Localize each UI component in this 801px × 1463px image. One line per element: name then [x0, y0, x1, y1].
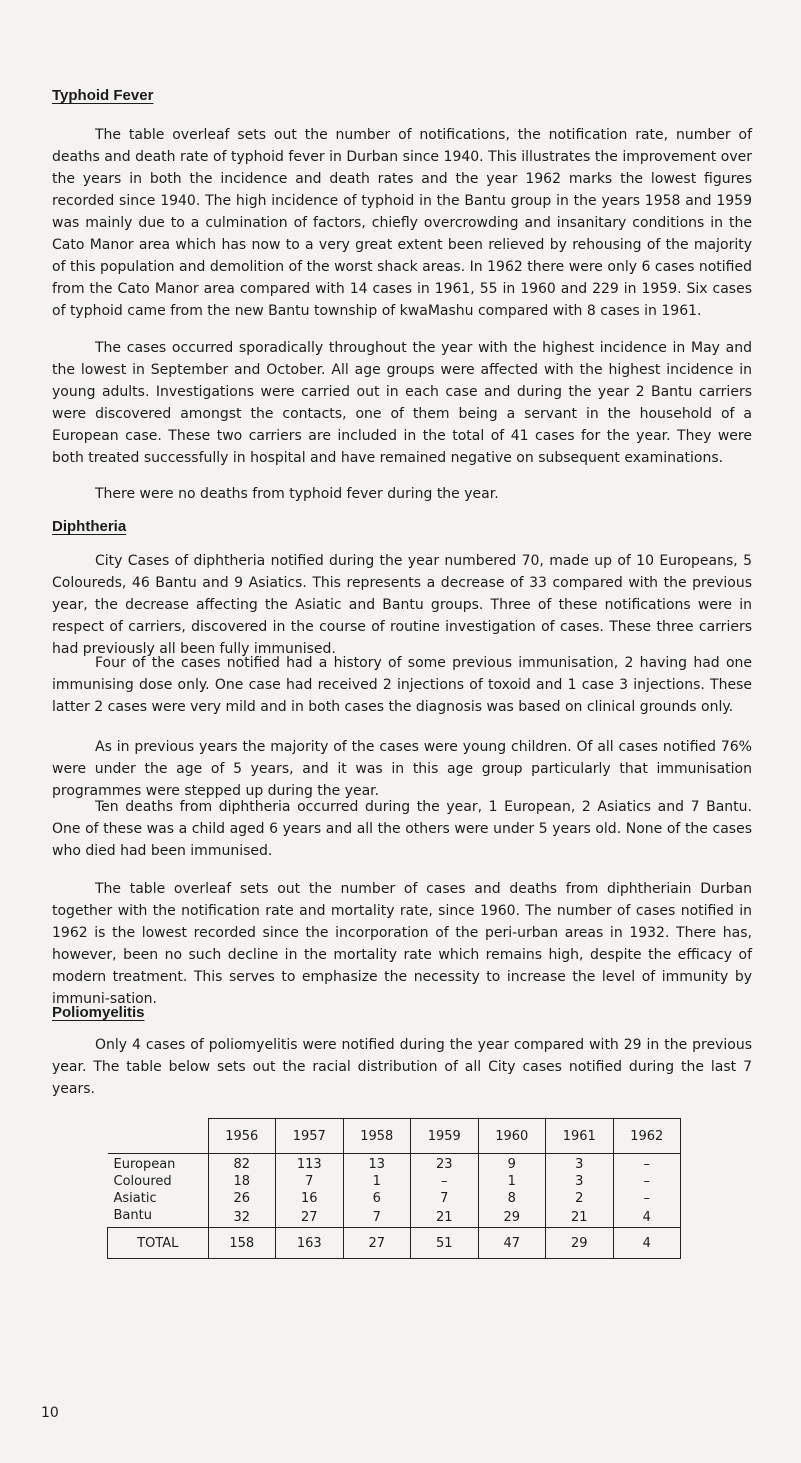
typhoid-paragraph-1: The table overleaf sets out the number of notifications, the notification rate, number of deaths and death rate of typhoid fever in Durban since 1940. This illustrates the improvement over the years in both the incidence and death rates and the year 1962 marks the lowest figures recorded since 1940. The high incidence of typhoid in the Bantu group in the years 1958 and 1959 was mainly due to a culmination of factors, chiefly overcrowding and insanitary conditions in the Cato Manor area which has now to a very great extent been relieved by rehousing of the majority of this population and demolition of the worst shack areas. In 1962 there were only 6 cases notified from the Cato Manor area compared with 14 cases in 1961, 55 in 1960 and 229 in 1959. Six cases of typhoid came from the new Bantu township of kwaMashu compared with 8 cases in 1961. [52, 127, 752, 319]
table-cell: 9 [478, 1154, 546, 1174]
table-cell: 16 [276, 1190, 344, 1207]
table-cell: 2 [546, 1190, 614, 1207]
diphtheria-paragraph-3: As in previous years the majority of the cases were young children. Of all cases notified 76% were under the age of 5 years, and it was in this age group particularly that immunisation programmes were stepped up during the year. [52, 739, 752, 799]
table-cell: 18 [208, 1173, 276, 1190]
table-row [108, 1173, 681, 1190]
table-cell: 1 [478, 1173, 546, 1190]
table-cell: 1 [343, 1173, 411, 1190]
page-number: 10 [41, 1405, 59, 1421]
table-cell: 21 [546, 1207, 614, 1228]
table-cell: – [613, 1190, 681, 1207]
table-cell: 4 [613, 1207, 681, 1228]
typhoid-paragraph-3: There were no deaths from typhoid fever during the year. [95, 486, 499, 502]
table-cell: 21 [411, 1207, 479, 1228]
diphtheria-paragraph-5: The table overleaf sets out the number of cases and deaths from diphtheriain Durban together with the notification rate and mortality rate, since 1960. The number of cases notified in 1962 is the lowest recorded since the incorporation of the peri-urban areas in 1932. There has, however, been no such decline in the mortality rate which remains high, despite the efficacy of modern treatment. This serves to emphasize the necessity to increase the level of immunity by immuni-sation. [52, 881, 752, 1007]
table-cell: 7 [276, 1173, 344, 1190]
table-cell: 3 [546, 1154, 614, 1174]
table-corner [108, 1119, 209, 1154]
typhoid-heading: Typhoid Fever [52, 87, 154, 104]
year-header: 1960 [478, 1119, 546, 1154]
poliomyelitis-table [107, 1118, 681, 1259]
year-header: 1957 [276, 1119, 344, 1154]
table-row [108, 1190, 681, 1207]
total-cell: 163 [276, 1228, 344, 1259]
table-row [108, 1154, 681, 1174]
poliomyelitis-paragraph-1: Only 4 cases of poliomyelitis were notified during the year compared with 29 in the previous year. The table below sets out the racial distribution of all City cases notified during the last 7 years. [52, 1037, 752, 1097]
year-header: 1961 [546, 1119, 614, 1154]
diphtheria-paragraph-4: Ten deaths from diphtheria occurred during the year, 1 European, 2 Asiatics and 7 Bantu. One of these was a child aged 6 years and all the others were under 5 years old. None of the cases who died had been immunised. [52, 799, 752, 859]
year-header: 1959 [411, 1119, 479, 1154]
total-cell: 158 [208, 1228, 276, 1259]
table-cell: – [411, 1173, 479, 1190]
table-cell: 13 [343, 1154, 411, 1174]
table-cell: 8 [478, 1190, 546, 1207]
diphtheria-paragraph-2: Four of the cases notified had a history of some previous immunisation, 2 having had one immunising dose only. One case had received 2 injections of toxoid and 1 case 3 injections. These latter 2 cases were very mild and in both cases the diagnosis was based on clinical grounds only. [52, 655, 752, 715]
table-header-row [108, 1119, 681, 1154]
table-cell: – [613, 1173, 681, 1190]
total-label: TOTAL [108, 1228, 209, 1259]
poliomyelitis-heading: Poliomyelitis [52, 1004, 145, 1021]
total-cell: 29 [546, 1228, 614, 1259]
year-header: 1962 [613, 1119, 681, 1154]
row-label: European [108, 1154, 209, 1174]
year-header: 1956 [208, 1119, 276, 1154]
table-cell: – [613, 1154, 681, 1174]
table-cell: 3 [546, 1173, 614, 1190]
table-cell: 6 [343, 1190, 411, 1207]
table-cell: 32 [208, 1207, 276, 1228]
table-cell: 7 [343, 1207, 411, 1228]
table-cell: 113 [276, 1154, 344, 1174]
total-cell: 51 [411, 1228, 479, 1259]
table-cell: 82 [208, 1154, 276, 1174]
total-cell: 27 [343, 1228, 411, 1259]
total-cell: 4 [613, 1228, 681, 1259]
year-header: 1958 [343, 1119, 411, 1154]
total-cell: 47 [478, 1228, 546, 1259]
diphtheria-heading: Diphtheria [52, 518, 127, 535]
total-row [108, 1228, 681, 1259]
table-row [108, 1207, 681, 1228]
typhoid-paragraph-2: The cases occurred sporadically throughout the year with the highest incidence in May and the lowest in September and October. All age groups were affected with the highest incidence in young adults. Investigations were carried out in each case and during the year 2 Bantu carriers were discovered amongst the contacts, one of them being a servant in the household of a European case. These two carriers are included in the total of 41 cases for the year. They were both treated successfully in hospital and have remained negative on subsequent examinations. [52, 340, 752, 466]
table-cell: 29 [478, 1207, 546, 1228]
table-cell: 23 [411, 1154, 479, 1174]
table-cell: 27 [276, 1207, 344, 1228]
diphtheria-paragraph-1: City Cases of diphtheria notified during the year numbered 70, made up of 10 Europeans, 5 Coloureds, 46 Bantu and 9 Asiatics. This represents a decrease of 33 compared with the previous year, the decrease affecting the Asiatic and Bantu groups. Three of these notifications were in respect of carriers, discovered in the course of routine investigation of cases. These three carriers had previously all been fully immunised. [52, 553, 752, 657]
row-label: Coloured [108, 1173, 209, 1190]
table-cell: 26 [208, 1190, 276, 1207]
row-label: Asiatic [108, 1190, 209, 1207]
row-label: Bantu [108, 1207, 209, 1228]
table-cell: 7 [411, 1190, 479, 1207]
